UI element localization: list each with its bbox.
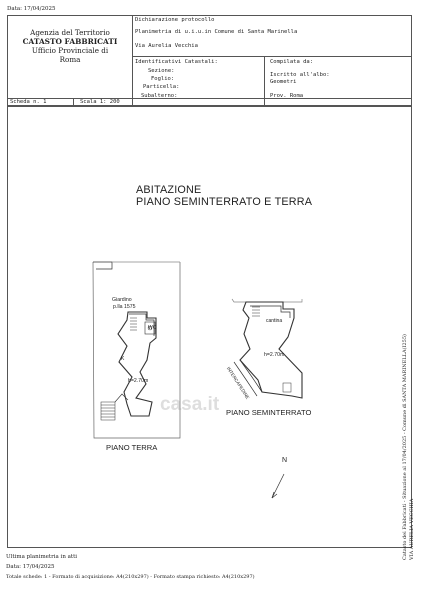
side-status-line2: VIA AURELIA VECCHIA — [409, 498, 415, 560]
iscritto-label: Iscritto all'albo: — [270, 72, 330, 78]
agency-line1: Agenzia del Territorio — [30, 28, 110, 37]
ground-height: h=2.70m — [128, 378, 149, 384]
north-label: N — [282, 457, 288, 464]
footer-totals: Totale schede: 1 - Formato di acquisizione: A4(210x297) - Formato stampa richiesto: A4(210x297) — [6, 574, 255, 580]
last-plan-note: Ultima planimetria in atti — [6, 554, 78, 560]
print-date: Data: 17/04/2025 — [7, 6, 56, 12]
garden-label: Giardino — [112, 297, 132, 303]
drawing-title-1: ABITAZIONE — [136, 184, 202, 196]
subalterno-label: Subalterno: — [141, 93, 178, 99]
particella-label: Particella: — [143, 84, 180, 90]
wc-label: WC — [148, 325, 157, 331]
agency-line2: CATASTO FABBRICATI — [22, 37, 118, 46]
identifiers-heading: Identificativi Catastali: — [135, 59, 218, 65]
footer-date: Data: 17/04/2025 — [6, 564, 55, 570]
sezione-label: Sezione: — [148, 68, 175, 74]
intercapedine-label: INTERCAPEDINE — [225, 366, 251, 400]
cantina-label: cantina — [266, 318, 283, 324]
plot-label: p.lla 1575 — [113, 304, 136, 310]
agency-line4: Roma — [59, 55, 81, 65]
scheda-number: Scheda n. 1 — [10, 99, 47, 105]
compilata-heading: Compilata da: — [270, 59, 314, 65]
kitchen-label: K — [121, 356, 125, 362]
address: Via Aurelia Vecchia — [135, 43, 198, 49]
ground-floor-label: PIANO TERRA — [106, 443, 158, 452]
basement-height: h=2.70m — [264, 352, 285, 358]
agency-line3: Ufficio Provinciale di — [31, 46, 109, 56]
basement-floor-label: PIANO SEMINTERRATO — [226, 408, 312, 417]
profession: Geometri — [270, 79, 297, 85]
side-status-line1: Catasto dei Fabbricati - Situazione al 17/04/2025 - Comune di SANTA MARINELLA(I255) — [402, 334, 408, 560]
plan-line: Planimetria di u.i.u.in Comune di Santa Marinella — [135, 29, 298, 35]
drawing-title-2: PIANO SEMINTERRATO E TERRA — [136, 196, 313, 208]
scale: Scala 1: 200 — [80, 99, 120, 105]
foglio-label: Foglio: — [151, 76, 175, 82]
declaration-title: Dichiarazione protocollo — [135, 17, 215, 23]
province: Prov. Roma — [270, 93, 304, 99]
watermark: casa.it — [160, 394, 220, 415]
